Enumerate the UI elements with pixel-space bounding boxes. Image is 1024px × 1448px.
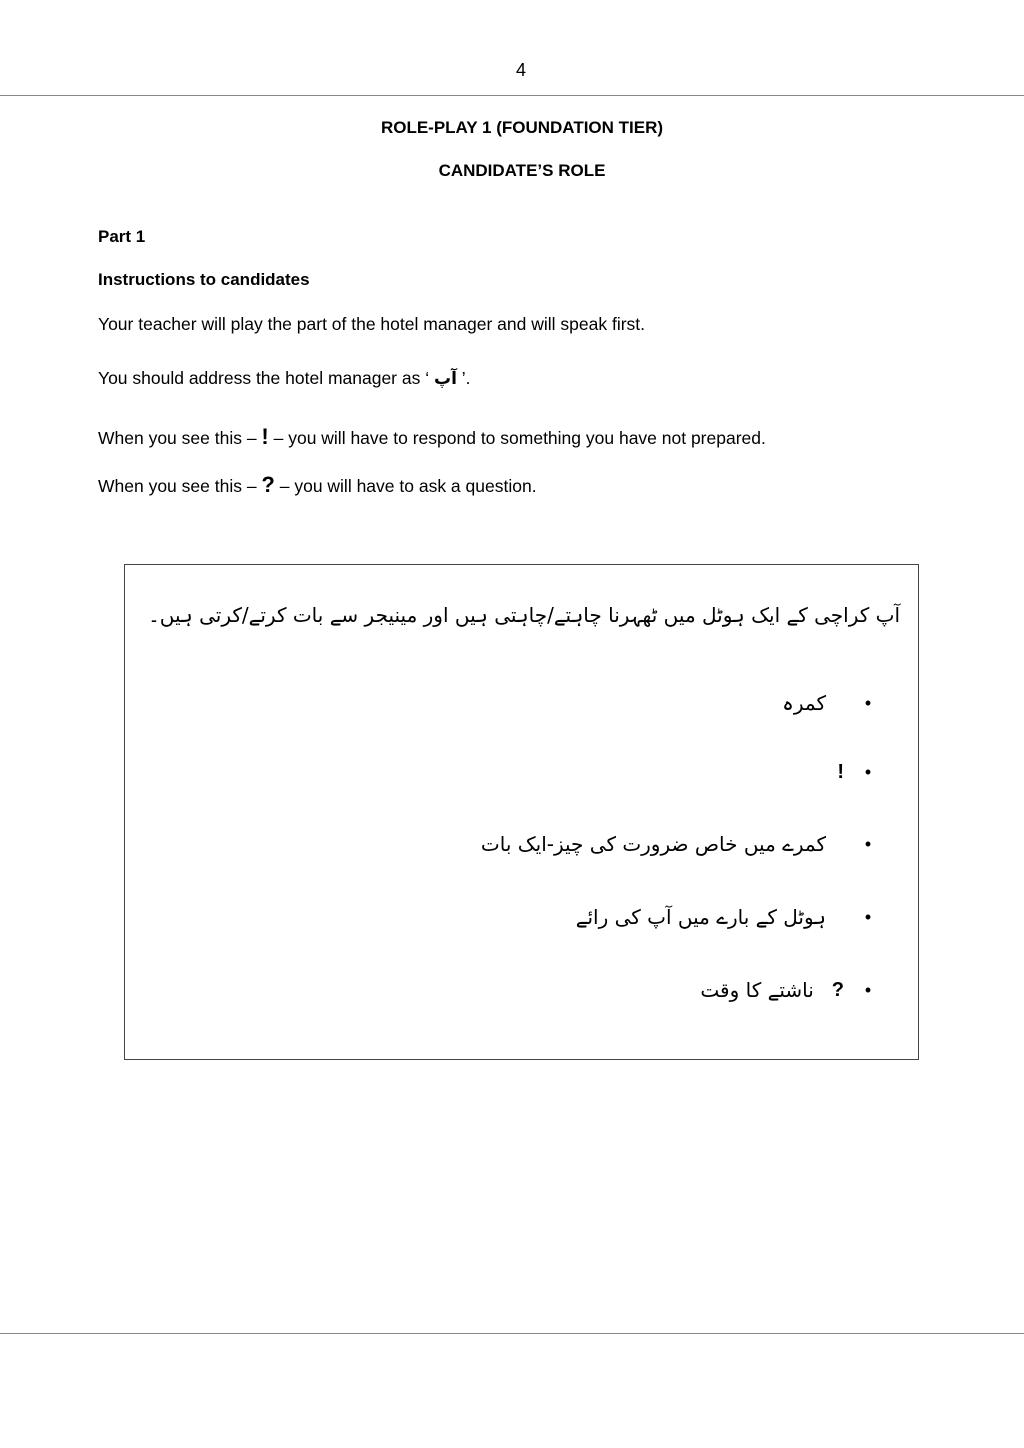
task-text: ناشتے کا وقت: [700, 978, 814, 1002]
task-item: [481, 829, 878, 859]
bullet-icon: •: [864, 761, 872, 782]
address-form-urdu: آپ: [433, 369, 457, 389]
task-item: [576, 902, 878, 932]
role-heading: CANDIDATE’S ROLE: [438, 161, 606, 180]
instructions-heading: Instructions to candidates: [98, 270, 310, 289]
instruction-text: You should address the hotel manager as ‘: [98, 368, 434, 388]
task-text: کمرے میں خاص ضرورت کی چیز-ایک بات: [480, 832, 826, 856]
task-text: ہوٹل کے بارے میں آپ کی رائے: [575, 905, 826, 929]
document-title: ROLE-PLAY 1 (FOUNDATION TIER): [380, 118, 664, 137]
instruction-text: ’.: [456, 368, 471, 388]
task-item: [782, 688, 878, 718]
bullet-icon: •: [864, 906, 872, 927]
page-number: 4: [515, 60, 526, 80]
role-play-box: [124, 564, 919, 1060]
question-symbol: ?: [261, 472, 275, 497]
part-label: Part 1: [98, 227, 146, 246]
instruction-line-1: Your teacher will play the part of the hotel manager and will speak first.: [98, 314, 646, 334]
instruction-line-4: [98, 472, 537, 498]
instruction-line-2: [98, 368, 471, 389]
instruction-text: – you will have to ask a question.: [274, 476, 537, 496]
header-divider: [0, 95, 1024, 96]
task-symbol: ?: [831, 978, 844, 1001]
instruction-text: – you will have to respond to something you have not prepared.: [268, 428, 766, 448]
instruction-line-3: [98, 424, 766, 450]
scenario-intro-urdu: آپ کراچی کے ایک ہوٹل میں ٹھہرنا چاہتے/چاہتی ہیں اور مینیجر سے بات کرتے/کرتی ہیں۔: [148, 603, 900, 627]
task-text: کمرہ: [782, 691, 826, 715]
bullet-icon: •: [864, 692, 872, 713]
exclamation-symbol: !: [261, 424, 269, 449]
instruction-text: When you see this –: [98, 476, 262, 496]
task-symbol: !: [837, 760, 844, 783]
bullet-icon: •: [864, 833, 872, 854]
footer-divider: [0, 1333, 1024, 1334]
instruction-text: When you see this –: [98, 428, 262, 448]
task-item: [819, 757, 878, 787]
task-item: [700, 975, 878, 1005]
bullet-icon: •: [864, 979, 872, 1000]
